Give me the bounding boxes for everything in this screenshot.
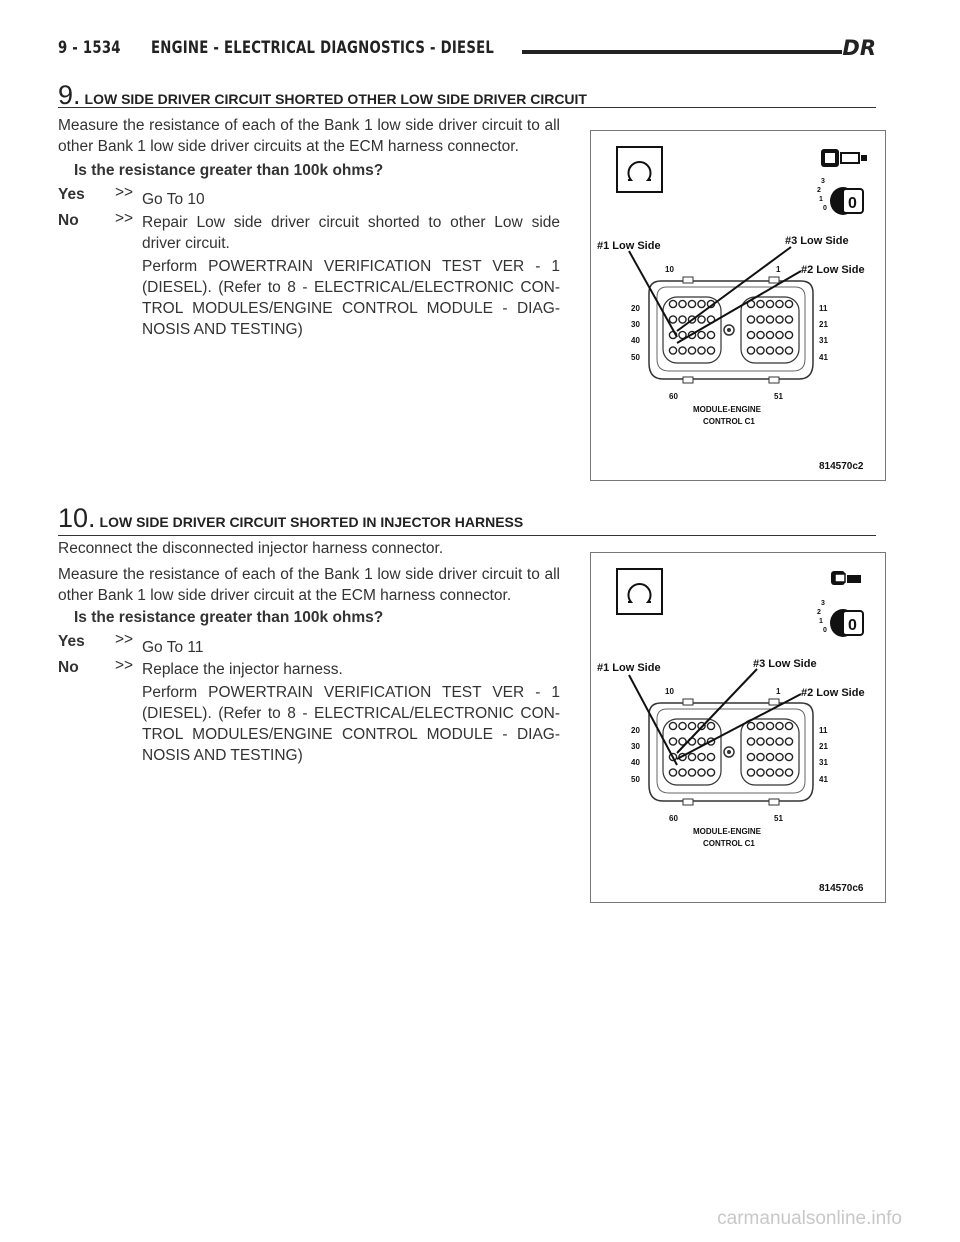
pin-cavity	[698, 347, 705, 354]
page-number: 9 - 1534	[58, 38, 121, 58]
pin-cavity	[757, 347, 764, 354]
figure-caption-line2: CONTROL C1	[703, 417, 755, 426]
connector-diagram	[591, 131, 887, 482]
pin-cavity	[785, 722, 792, 729]
svg-text:51: 51	[774, 814, 783, 823]
pin-cavity	[688, 722, 695, 729]
label-3-low-side: #3 Low Side	[785, 235, 849, 247]
step-10-heading	[58, 503, 876, 536]
svg-text:11: 11	[819, 726, 828, 735]
no-action: Repair Low side driver circuit shorted to other Low side driver circuit.	[142, 214, 560, 252]
pin-cavity	[757, 316, 764, 323]
step-number: 10.	[58, 503, 96, 533]
label-1-low-side: #1 Low Side	[597, 240, 661, 252]
pin-cavity	[785, 300, 792, 307]
pin-cavity	[785, 331, 792, 338]
svg-text:31: 31	[819, 336, 828, 345]
ecm-connector-c1	[649, 699, 813, 805]
svg-text:0: 0	[848, 195, 857, 212]
no-label: No	[58, 659, 79, 676]
no-action: Replace the injector harness.	[142, 661, 343, 678]
yes-arrow: >>	[115, 184, 134, 201]
figure-caption-line1: MODULE-ENGINE	[693, 827, 761, 836]
svg-text:0: 0	[823, 205, 827, 212]
step-number: 9.	[58, 80, 81, 110]
pin-cavity	[785, 738, 792, 745]
pin-cavity	[776, 331, 783, 338]
pin-cavity	[679, 347, 686, 354]
pin-cavity	[747, 722, 754, 729]
pin-cavity	[766, 722, 773, 729]
pin-cavity	[757, 753, 764, 760]
svg-text:3: 3	[821, 600, 825, 607]
pin-cavity	[766, 753, 773, 760]
watermark: carmanualsonline.info	[717, 1208, 902, 1229]
connector-figure	[590, 130, 886, 481]
no-verification: Perform POWERTRAIN VERIFICATION TEST VER - 1 (DIESEL). (Refer to 8 - ELECTRICAL/ELECTRONIC CON-TROL MODULES/ENGINE CONTROL MODULE - DIAG-NOSIS AND TESTING)	[142, 684, 560, 764]
svg-text:2: 2	[817, 609, 821, 616]
svg-text:50: 50	[631, 775, 640, 784]
svg-text:10: 10	[665, 687, 674, 696]
svg-text:51: 51	[774, 392, 783, 401]
pin-cavity	[698, 316, 705, 323]
svg-text:41: 41	[819, 353, 828, 362]
svg-text:21: 21	[819, 320, 828, 329]
pin-cavity	[669, 316, 676, 323]
pin-cavity	[766, 300, 773, 307]
no-arrow: >>	[115, 210, 134, 227]
pin-cavity	[785, 347, 792, 354]
pin-cavity	[669, 738, 676, 745]
label-2-low-side: #2 Low Side	[801, 264, 865, 276]
figure-caption-line2: CONTROL C1	[703, 839, 755, 848]
pin-cavity	[679, 316, 686, 323]
pin-cavity	[747, 738, 754, 745]
step-9-instruction: Measure the resistance of each of the Bank 1 low side driver circuit to all other Bank 1 low side driver circuits at the ECM harness connector.	[58, 117, 560, 155]
pin-cavity	[698, 300, 705, 307]
pin-cavity	[688, 769, 695, 776]
label-2-low-side: #2 Low Side	[801, 687, 865, 699]
pin-cavity	[707, 347, 714, 354]
connector-diagram	[591, 553, 887, 904]
model-code: DR	[842, 36, 876, 60]
pin-cavity	[698, 753, 705, 760]
no-label: No	[58, 212, 79, 229]
pin-cavity	[757, 722, 764, 729]
svg-text:0: 0	[823, 627, 827, 634]
svg-text:60: 60	[669, 392, 678, 401]
svg-text:30: 30	[631, 320, 640, 329]
pin-cavity	[688, 753, 695, 760]
step-9-question: Is the resistance greater than 100k ohms?	[74, 162, 384, 179]
svg-text:20: 20	[631, 304, 640, 313]
svg-text:40: 40	[631, 336, 640, 345]
pin-cavity	[747, 316, 754, 323]
figure-id: 814570c6	[819, 883, 864, 894]
pin-cavity	[766, 738, 773, 745]
svg-text:31: 31	[819, 758, 828, 767]
svg-text:2: 2	[817, 187, 821, 194]
pin-cavity	[776, 753, 783, 760]
label-1-low-side: #1 Low Side	[597, 662, 661, 674]
svg-text:30: 30	[631, 742, 640, 751]
pin-cavity	[669, 347, 676, 354]
no-verification: Perform POWERTRAIN VERIFICATION TEST VER - 1 (DIESEL). (Refer to 8 - ELECTRICAL/ELECTRONIC CON-TROL MODULES/ENGINE CONTROL MODULE - DIAG-NOSIS AND TESTING)	[142, 258, 560, 338]
pin-cavity	[785, 753, 792, 760]
step-10-instruction-1: Reconnect the disconnected injector harness connector.	[58, 540, 444, 557]
svg-text:1: 1	[819, 618, 823, 625]
pin-cavity	[766, 316, 773, 323]
pin-cavity	[698, 769, 705, 776]
pin-cavity	[679, 722, 686, 729]
pin-cavity	[707, 769, 714, 776]
svg-text:40: 40	[631, 758, 640, 767]
pin-cavity	[776, 300, 783, 307]
pin-cavity	[747, 769, 754, 776]
ignition-switch-icon	[817, 178, 863, 215]
pin-cavity	[757, 331, 764, 338]
header-rule	[522, 50, 842, 54]
pin-cavity	[688, 300, 695, 307]
label-3-low-side: #3 Low Side	[753, 658, 817, 670]
step-9-heading	[58, 80, 876, 108]
pin-cavity	[776, 347, 783, 354]
figure-id: 814570c2	[819, 461, 864, 472]
pin-cavity	[747, 753, 754, 760]
svg-text:20: 20	[631, 726, 640, 735]
yes-action: Go To 10	[142, 191, 205, 208]
pin-cavity	[669, 722, 676, 729]
pin-cavity	[747, 331, 754, 338]
pin-cavity	[785, 316, 792, 323]
step-10-instruction-2: Measure the resistance of each of the Bank 1 low side driver circuit to all other Bank 1 low side driver circuit at the ECM harness connector.	[58, 566, 560, 604]
pin-cavity	[669, 300, 676, 307]
no-arrow: >>	[115, 657, 134, 674]
pin-cavity	[766, 347, 773, 354]
ohmmeter-icon	[617, 569, 662, 614]
connector-plug-icon	[831, 571, 861, 585]
yes-label: Yes	[58, 633, 85, 650]
pin-cavity	[776, 316, 783, 323]
pin-cavity	[679, 769, 686, 776]
svg-text:11: 11	[819, 304, 828, 313]
pin-cavity	[679, 300, 686, 307]
pin-cavity	[707, 331, 714, 338]
pin-cavity	[785, 769, 792, 776]
pin-cavity	[669, 769, 676, 776]
svg-text:1: 1	[819, 196, 823, 203]
pin-cavity	[757, 769, 764, 776]
svg-text:1: 1	[776, 687, 781, 696]
ignition-switch-icon	[817, 600, 863, 637]
page-header	[58, 38, 876, 68]
pin-cavity	[766, 769, 773, 776]
pin-cavity	[707, 753, 714, 760]
figure-caption-line1: MODULE-ENGINE	[693, 405, 761, 414]
pin-cavity	[757, 738, 764, 745]
svg-text:3: 3	[821, 178, 825, 185]
pin-cavity	[707, 722, 714, 729]
ohmmeter-icon	[617, 147, 662, 192]
pin-cavity	[776, 769, 783, 776]
pin-cavity	[698, 331, 705, 338]
yes-action: Go To 11	[142, 639, 204, 656]
svg-text:50: 50	[631, 353, 640, 362]
svg-text:10: 10	[665, 265, 674, 274]
step-title: LOW SIDE DRIVER CIRCUIT SHORTED IN INJECTOR HARNESS	[99, 514, 524, 530]
yes-arrow: >>	[115, 631, 134, 648]
svg-text:60: 60	[669, 814, 678, 823]
yes-label: Yes	[58, 186, 85, 203]
svg-text:1: 1	[776, 265, 781, 274]
pin-cavity	[776, 722, 783, 729]
page-title: ENGINE - ELECTRICAL DIAGNOSTICS - DIESEL	[151, 38, 495, 58]
svg-text:0: 0	[848, 617, 857, 634]
svg-text:21: 21	[819, 742, 828, 751]
pin-cavity	[688, 347, 695, 354]
connector-figure	[590, 552, 886, 903]
step-title: LOW SIDE DRIVER CIRCUIT SHORTED OTHER LOW SIDE DRIVER CIRCUIT	[84, 91, 587, 107]
pin-cavity	[747, 347, 754, 354]
connector-plug-icon	[821, 149, 867, 167]
pin-cavity	[766, 331, 773, 338]
step-10-question: Is the resistance greater than 100k ohms?	[74, 609, 384, 626]
pin-cavity	[757, 300, 764, 307]
pin-cavity	[776, 738, 783, 745]
svg-text:41: 41	[819, 775, 828, 784]
